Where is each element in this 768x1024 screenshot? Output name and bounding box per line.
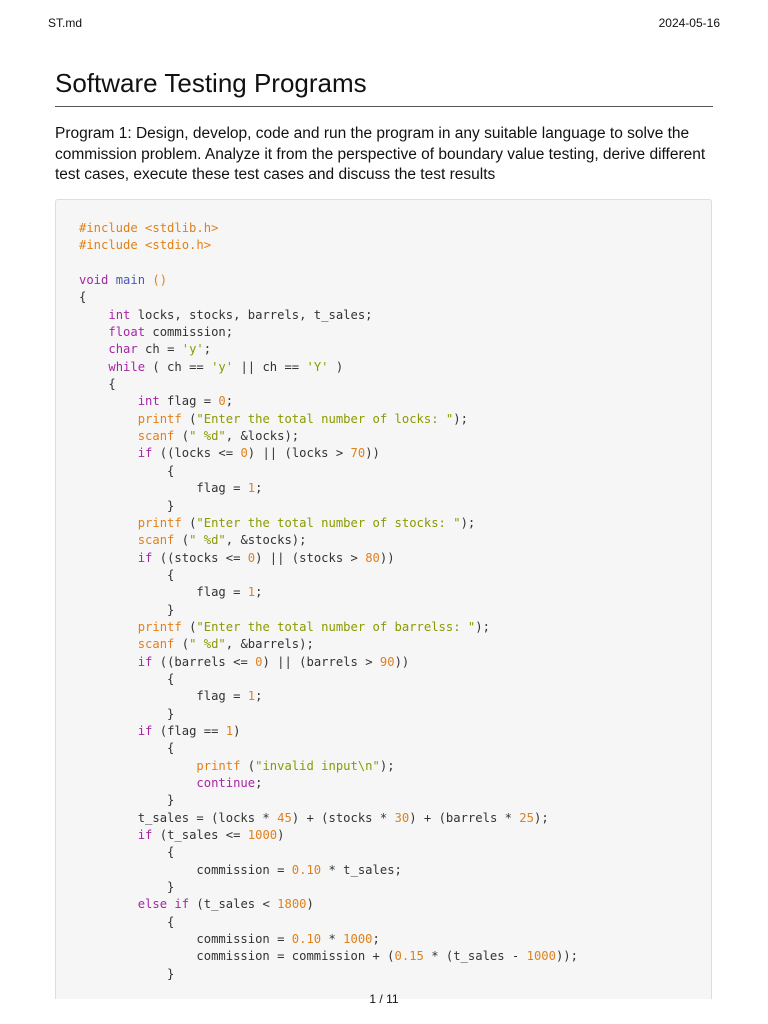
- code-line: }: [79, 706, 175, 721]
- code-line: {: [79, 567, 175, 582]
- code-line: int locks, stocks, barrels, t_sales;: [108, 307, 373, 322]
- code-line: printf ("Enter the total number of locks: ");: [137, 411, 468, 426]
- page-number: 1 / 11: [369, 992, 399, 1006]
- code-line: flag = 1;: [79, 481, 263, 496]
- code-line: #include <stdlib.h>: [79, 221, 219, 235]
- code-line: }: [79, 966, 175, 981]
- code-line: {: [79, 845, 175, 860]
- code-line: while ( ch == 'y' || ch == 'Y' ): [108, 359, 344, 374]
- code-line: printf ("Enter the total number of barrelss: ");: [137, 619, 490, 634]
- code-line: t_sales = (locks * 45) + (stocks * 30) + (barrels * 25);: [79, 810, 549, 825]
- code-line: {: [79, 914, 175, 929]
- code-line: {: [79, 463, 175, 478]
- code-line: if ((stocks <= 0) || (stocks > 80)): [137, 550, 395, 565]
- code-line: void main (): [79, 273, 168, 288]
- code-line: scanf (" %d", &stocks);: [137, 533, 307, 548]
- code-line: [79, 255, 578, 272]
- code-line: scanf (" %d", &barrels);: [137, 637, 314, 652]
- code-line: {: [79, 290, 87, 305]
- code-line: flag = 1;: [79, 689, 263, 704]
- code-line: char ch = 'y';: [108, 342, 212, 357]
- code-line: #include <stdio.h>: [79, 238, 212, 253]
- code-line: }: [79, 498, 175, 513]
- code-line: commission = commission + (0.15 * (t_sales - 1000));: [79, 949, 578, 964]
- code-line: }: [79, 880, 175, 895]
- code-line: {: [79, 741, 175, 756]
- code-line: if (flag == 1): [137, 723, 241, 738]
- code-line: continue;: [196, 776, 263, 790]
- code-line: {: [79, 377, 116, 392]
- code-line: if ((locks <= 0) || (locks > 70)): [137, 446, 380, 461]
- code-line: else if (t_sales < 1800): [137, 897, 314, 912]
- page-header: [48, 16, 720, 32]
- code-line: printf ("invalid input\n");: [196, 758, 395, 773]
- code-line: commission = 0.10 * 1000;: [79, 932, 380, 947]
- program-description: Program 1: Design, develop, code and run the program in any suitable language to solve the commission problem. Analyze it from the perspective of boundary value testing, derive different test cases, execute these test cases and discuss the test results: [55, 125, 706, 183]
- code-line: int flag = 0;: [137, 394, 234, 409]
- print-date: 2024-05-16: [658, 16, 720, 30]
- code-line: printf ("Enter the total number of stocks: ");: [137, 515, 476, 530]
- source-code: [79, 220, 578, 983]
- code-block: [55, 199, 712, 999]
- code-line: }: [79, 793, 175, 808]
- code-line: if (t_sales <= 1000): [137, 828, 285, 843]
- file-name: ST.md: [48, 16, 83, 30]
- code-line: if ((barrels <= 0) || (barrels > 90)): [137, 654, 410, 669]
- code-line: flag = 1;: [79, 585, 263, 600]
- code-line: scanf (" %d", &locks);: [137, 429, 300, 444]
- code-line: commission = 0.10 * t_sales;: [79, 862, 402, 877]
- code-line: }: [79, 602, 175, 617]
- document-title: Software Testing Programs: [55, 66, 713, 107]
- code-line: {: [79, 671, 175, 686]
- code-line: float commission;: [108, 325, 234, 340]
